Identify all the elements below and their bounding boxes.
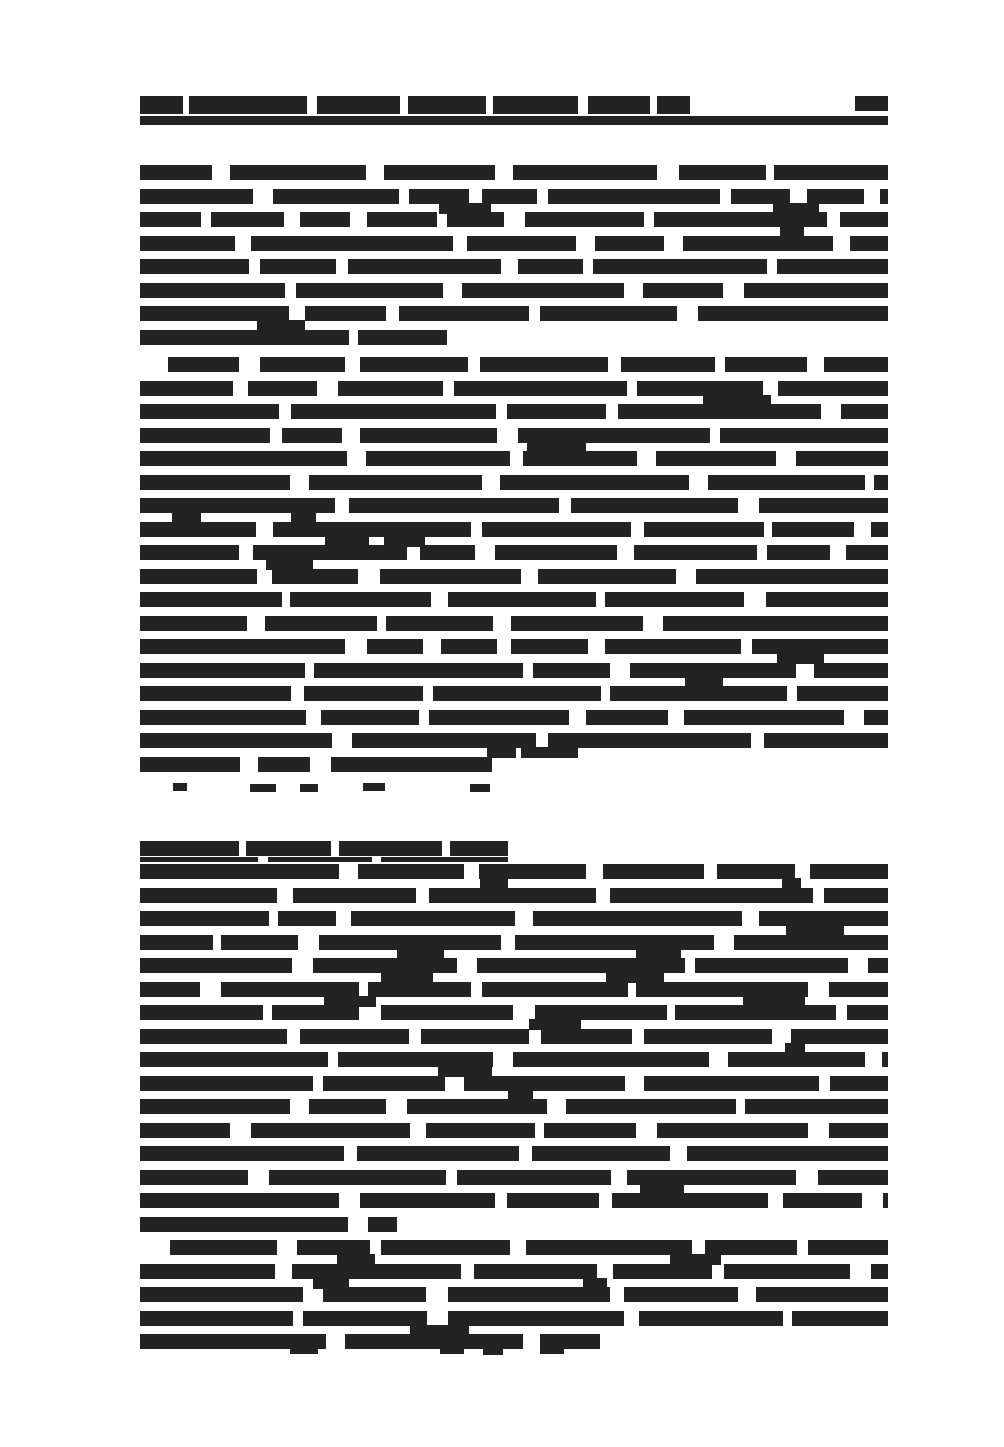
text-segment bbox=[513, 165, 657, 180]
text-segment bbox=[380, 569, 521, 584]
text-segment bbox=[309, 1099, 386, 1114]
descender-blob bbox=[300, 784, 318, 792]
text-segment bbox=[571, 498, 738, 513]
text-segment bbox=[300, 212, 350, 227]
text-segment bbox=[566, 1099, 736, 1114]
text-segment bbox=[515, 935, 714, 950]
text-segment bbox=[448, 1287, 610, 1302]
text-segment bbox=[140, 451, 347, 466]
text-segment bbox=[880, 189, 888, 204]
text-segment bbox=[386, 616, 493, 631]
text-segment bbox=[273, 189, 399, 204]
text-segment bbox=[269, 1170, 446, 1185]
text-segment bbox=[644, 1076, 819, 1091]
text-segment bbox=[586, 710, 668, 725]
text-segment bbox=[441, 639, 497, 654]
text-segment bbox=[140, 96, 183, 114]
text-segment bbox=[140, 212, 201, 227]
text-segment bbox=[366, 451, 510, 466]
descender-blob bbox=[470, 784, 490, 792]
text-segment bbox=[772, 522, 854, 537]
text-segment bbox=[518, 428, 710, 443]
text-segment bbox=[140, 545, 239, 560]
text-segment bbox=[595, 236, 664, 251]
text-segment bbox=[447, 212, 504, 227]
text-segment bbox=[830, 1076, 888, 1091]
text-segment bbox=[657, 1123, 808, 1138]
text-segment bbox=[526, 1240, 692, 1255]
text-segment bbox=[260, 357, 345, 372]
text-segment bbox=[381, 1005, 513, 1020]
text-segment bbox=[352, 733, 536, 748]
text-segment bbox=[303, 1311, 427, 1326]
text-segment bbox=[140, 306, 289, 321]
text-segment bbox=[698, 306, 888, 321]
line-merge-blot bbox=[521, 747, 578, 758]
heading-descender bbox=[381, 857, 508, 862]
text-segment bbox=[744, 283, 888, 298]
text-segment bbox=[168, 357, 239, 372]
page-number bbox=[855, 96, 888, 111]
text-segment bbox=[297, 1240, 370, 1255]
text-segment bbox=[593, 259, 767, 274]
header-rule bbox=[140, 116, 888, 125]
text-segment bbox=[533, 663, 610, 678]
text-segment bbox=[840, 212, 888, 227]
text-segment bbox=[367, 212, 437, 227]
text-segment bbox=[454, 381, 627, 396]
text-segment bbox=[612, 1193, 768, 1208]
text-segment bbox=[767, 545, 830, 560]
text-segment bbox=[317, 96, 400, 114]
text-segment bbox=[808, 1240, 888, 1255]
text-segment bbox=[792, 1311, 888, 1326]
text-segment bbox=[728, 1052, 865, 1067]
text-segment bbox=[457, 1170, 611, 1185]
text-segment bbox=[429, 888, 596, 903]
text-segment bbox=[338, 1052, 493, 1067]
text-segment bbox=[408, 96, 486, 114]
text-segment bbox=[246, 841, 331, 856]
text-segment bbox=[140, 864, 339, 879]
text-segment bbox=[538, 569, 676, 584]
text-segment bbox=[745, 1099, 888, 1114]
text-segment bbox=[613, 1264, 712, 1279]
text-segment bbox=[610, 686, 787, 701]
text-segment bbox=[507, 404, 606, 419]
text-segment bbox=[764, 733, 888, 748]
text-segment bbox=[313, 958, 457, 973]
text-segment bbox=[140, 911, 269, 926]
text-segment bbox=[140, 733, 332, 748]
text-segment bbox=[695, 958, 848, 973]
text-segment bbox=[140, 888, 277, 903]
text-segment bbox=[548, 189, 720, 204]
text-segment bbox=[358, 330, 447, 345]
text-segment bbox=[140, 982, 200, 997]
text-segment bbox=[847, 1005, 888, 1020]
text-segment bbox=[818, 1170, 888, 1185]
text-segment bbox=[272, 1005, 359, 1020]
text-segment bbox=[272, 569, 358, 584]
text-segment bbox=[305, 306, 386, 321]
text-segment bbox=[323, 1076, 445, 1091]
text-segment bbox=[540, 306, 677, 321]
text-segment bbox=[636, 982, 808, 997]
text-segment bbox=[450, 841, 508, 856]
text-segment bbox=[296, 283, 443, 298]
text-segment bbox=[251, 1123, 410, 1138]
text-segment bbox=[140, 757, 240, 772]
text-segment bbox=[791, 1029, 888, 1044]
text-segment bbox=[358, 864, 464, 879]
text-segment bbox=[339, 841, 442, 856]
text-segment bbox=[774, 165, 888, 180]
text-segment bbox=[140, 1123, 230, 1138]
text-segment bbox=[221, 982, 359, 997]
text-segment bbox=[810, 864, 888, 879]
text-segment bbox=[724, 1264, 850, 1279]
text-segment bbox=[292, 1264, 461, 1279]
text-segment bbox=[500, 475, 689, 490]
text-segment bbox=[603, 864, 704, 879]
text-segment bbox=[140, 1076, 313, 1091]
text-segment bbox=[170, 1240, 277, 1255]
text-segment bbox=[871, 522, 888, 537]
text-segment bbox=[140, 1311, 293, 1326]
text-segment bbox=[467, 236, 576, 251]
text-segment bbox=[140, 236, 235, 251]
text-segment bbox=[541, 1029, 632, 1044]
text-segment bbox=[258, 757, 310, 772]
text-segment bbox=[140, 283, 285, 298]
text-segment bbox=[544, 1123, 636, 1138]
text-segment bbox=[309, 475, 482, 490]
text-segment bbox=[321, 710, 419, 725]
text-segment bbox=[253, 545, 407, 560]
text-segment bbox=[883, 1193, 888, 1208]
text-segment bbox=[140, 686, 291, 701]
text-segment bbox=[675, 1005, 836, 1020]
text-segment bbox=[360, 357, 468, 372]
text-segment bbox=[778, 381, 888, 396]
text-segment bbox=[511, 616, 643, 631]
text-segment bbox=[533, 911, 742, 926]
text-segment bbox=[679, 165, 766, 180]
text-segment bbox=[140, 1264, 275, 1279]
heading-descender bbox=[140, 857, 258, 862]
text-segment bbox=[300, 1029, 409, 1044]
text-segment bbox=[480, 357, 608, 372]
text-segment bbox=[360, 428, 497, 443]
text-segment bbox=[140, 1193, 339, 1208]
text-segment bbox=[846, 545, 888, 560]
text-segment bbox=[140, 639, 345, 654]
text-segment bbox=[248, 381, 317, 396]
text-segment bbox=[777, 259, 888, 274]
text-segment bbox=[140, 958, 292, 973]
text-segment bbox=[766, 592, 888, 607]
text-segment bbox=[610, 888, 813, 903]
text-segment bbox=[433, 686, 601, 701]
text-segment bbox=[518, 259, 583, 274]
descender-blob bbox=[250, 784, 276, 792]
text-segment bbox=[705, 1240, 797, 1255]
text-segment bbox=[687, 1146, 888, 1161]
descender-blob bbox=[173, 783, 187, 791]
text-segment bbox=[357, 1146, 519, 1161]
text-segment bbox=[507, 1193, 599, 1208]
text-segment bbox=[140, 428, 270, 443]
text-segment bbox=[868, 958, 888, 973]
text-segment bbox=[381, 1240, 510, 1255]
text-segment bbox=[482, 982, 628, 997]
text-segment bbox=[399, 306, 529, 321]
text-segment bbox=[140, 841, 239, 856]
text-segment bbox=[814, 663, 888, 678]
text-segment bbox=[140, 522, 256, 537]
text-segment bbox=[368, 982, 471, 997]
text-segment bbox=[282, 428, 342, 443]
text-segment bbox=[140, 935, 213, 950]
text-segment bbox=[639, 1311, 783, 1326]
text-segment bbox=[323, 1287, 426, 1302]
text-segment bbox=[495, 545, 617, 560]
text-segment bbox=[293, 888, 416, 903]
text-segment bbox=[807, 189, 864, 204]
text-segment bbox=[605, 639, 741, 654]
text-segment bbox=[734, 935, 888, 950]
text-segment bbox=[211, 212, 284, 227]
text-segment bbox=[493, 96, 578, 114]
text-segment bbox=[725, 357, 807, 372]
text-segment bbox=[331, 757, 492, 772]
text-segment bbox=[421, 1029, 529, 1044]
text-segment bbox=[850, 236, 888, 251]
text-segment bbox=[230, 165, 366, 180]
text-segment bbox=[841, 404, 888, 419]
text-segment bbox=[637, 381, 763, 396]
text-segment bbox=[525, 212, 644, 227]
heading-descender bbox=[268, 857, 372, 862]
text-segment bbox=[708, 475, 865, 490]
text-segment bbox=[663, 616, 888, 631]
text-segment bbox=[824, 357, 888, 372]
text-segment bbox=[783, 1193, 862, 1208]
text-segment bbox=[720, 428, 888, 443]
text-segment bbox=[683, 236, 833, 251]
text-segment bbox=[140, 1146, 344, 1161]
text-segment bbox=[548, 733, 751, 748]
text-segment bbox=[384, 165, 495, 180]
text-segment bbox=[273, 522, 471, 537]
text-segment bbox=[618, 404, 821, 419]
text-segment bbox=[871, 1264, 888, 1279]
text-segment bbox=[644, 522, 764, 537]
text-segment bbox=[474, 1264, 597, 1279]
text-segment bbox=[657, 96, 690, 114]
text-segment bbox=[260, 259, 336, 274]
text-segment bbox=[338, 381, 443, 396]
text-segment bbox=[221, 935, 298, 950]
descender-blob bbox=[290, 1346, 318, 1354]
descender-blob bbox=[363, 783, 385, 791]
text-segment bbox=[360, 1193, 495, 1208]
text-segment bbox=[367, 639, 423, 654]
text-segment bbox=[140, 189, 253, 204]
text-segment bbox=[426, 1123, 535, 1138]
text-segment bbox=[829, 982, 888, 997]
text-segment bbox=[304, 686, 423, 701]
text-segment bbox=[407, 1099, 547, 1114]
text-segment bbox=[291, 404, 496, 419]
text-segment bbox=[477, 958, 685, 973]
text-segment bbox=[448, 592, 596, 607]
text-segment bbox=[654, 212, 827, 227]
text-segment bbox=[448, 1311, 624, 1326]
text-segment bbox=[482, 189, 537, 204]
text-segment bbox=[797, 686, 888, 701]
text-segment bbox=[429, 710, 569, 725]
text-segment bbox=[479, 864, 586, 879]
text-segment bbox=[140, 1287, 303, 1302]
text-segment bbox=[351, 911, 515, 926]
text-segment bbox=[349, 498, 559, 513]
text-segment bbox=[756, 1287, 888, 1302]
text-segment bbox=[462, 283, 624, 298]
text-segment bbox=[624, 1287, 738, 1302]
descender-blob bbox=[483, 1347, 503, 1355]
text-segment bbox=[588, 96, 650, 114]
text-segment bbox=[643, 283, 723, 298]
text-segment bbox=[314, 663, 523, 678]
descender-blob bbox=[440, 1346, 464, 1354]
text-segment bbox=[140, 1005, 263, 1020]
text-segment bbox=[140, 1029, 287, 1044]
text-segment bbox=[696, 569, 888, 584]
text-segment bbox=[864, 710, 888, 725]
text-segment bbox=[731, 189, 790, 204]
text-segment bbox=[882, 1052, 888, 1067]
text-segment bbox=[605, 592, 744, 607]
text-segment bbox=[409, 189, 469, 204]
text-segment bbox=[420, 545, 475, 560]
text-segment bbox=[140, 663, 305, 678]
text-segment bbox=[656, 451, 776, 466]
text-segment bbox=[140, 475, 290, 490]
text-segment bbox=[189, 96, 307, 114]
text-segment bbox=[627, 1170, 796, 1185]
text-segment bbox=[759, 911, 888, 926]
text-segment bbox=[644, 1029, 772, 1044]
text-segment bbox=[829, 1123, 888, 1138]
text-segment bbox=[140, 381, 233, 396]
text-segment bbox=[535, 1005, 667, 1020]
text-segment bbox=[523, 451, 637, 466]
text-segment bbox=[140, 569, 257, 584]
text-segment bbox=[513, 1052, 709, 1067]
text-segment bbox=[140, 616, 247, 631]
text-segment bbox=[140, 404, 279, 419]
text-segment bbox=[874, 475, 888, 490]
text-segment bbox=[140, 1170, 248, 1185]
text-segment bbox=[140, 330, 349, 345]
text-segment bbox=[319, 935, 501, 950]
text-segment bbox=[634, 545, 757, 560]
text-segment bbox=[140, 1217, 348, 1232]
text-segment bbox=[290, 592, 431, 607]
text-segment bbox=[140, 1099, 290, 1114]
text-segment bbox=[368, 1217, 397, 1232]
text-segment bbox=[621, 357, 715, 372]
text-segment bbox=[532, 1146, 670, 1161]
text-segment bbox=[630, 663, 796, 678]
text-segment bbox=[140, 498, 335, 513]
text-segment bbox=[251, 236, 453, 251]
text-segment bbox=[140, 592, 282, 607]
text-segment bbox=[265, 616, 377, 631]
text-segment bbox=[140, 1052, 328, 1067]
text-segment bbox=[348, 259, 501, 274]
text-segment bbox=[140, 259, 249, 274]
text-segment bbox=[717, 864, 795, 879]
text-segment bbox=[464, 1076, 625, 1091]
text-segment bbox=[759, 498, 888, 513]
descender-blob bbox=[540, 1346, 564, 1354]
text-segment bbox=[511, 639, 588, 654]
text-segment bbox=[752, 639, 888, 654]
text-segment bbox=[684, 710, 844, 725]
text-segment bbox=[140, 165, 212, 180]
text-segment bbox=[824, 888, 888, 903]
text-segment bbox=[482, 522, 631, 537]
text-segment bbox=[796, 451, 888, 466]
text-segment bbox=[278, 911, 336, 926]
text-segment bbox=[140, 710, 306, 725]
